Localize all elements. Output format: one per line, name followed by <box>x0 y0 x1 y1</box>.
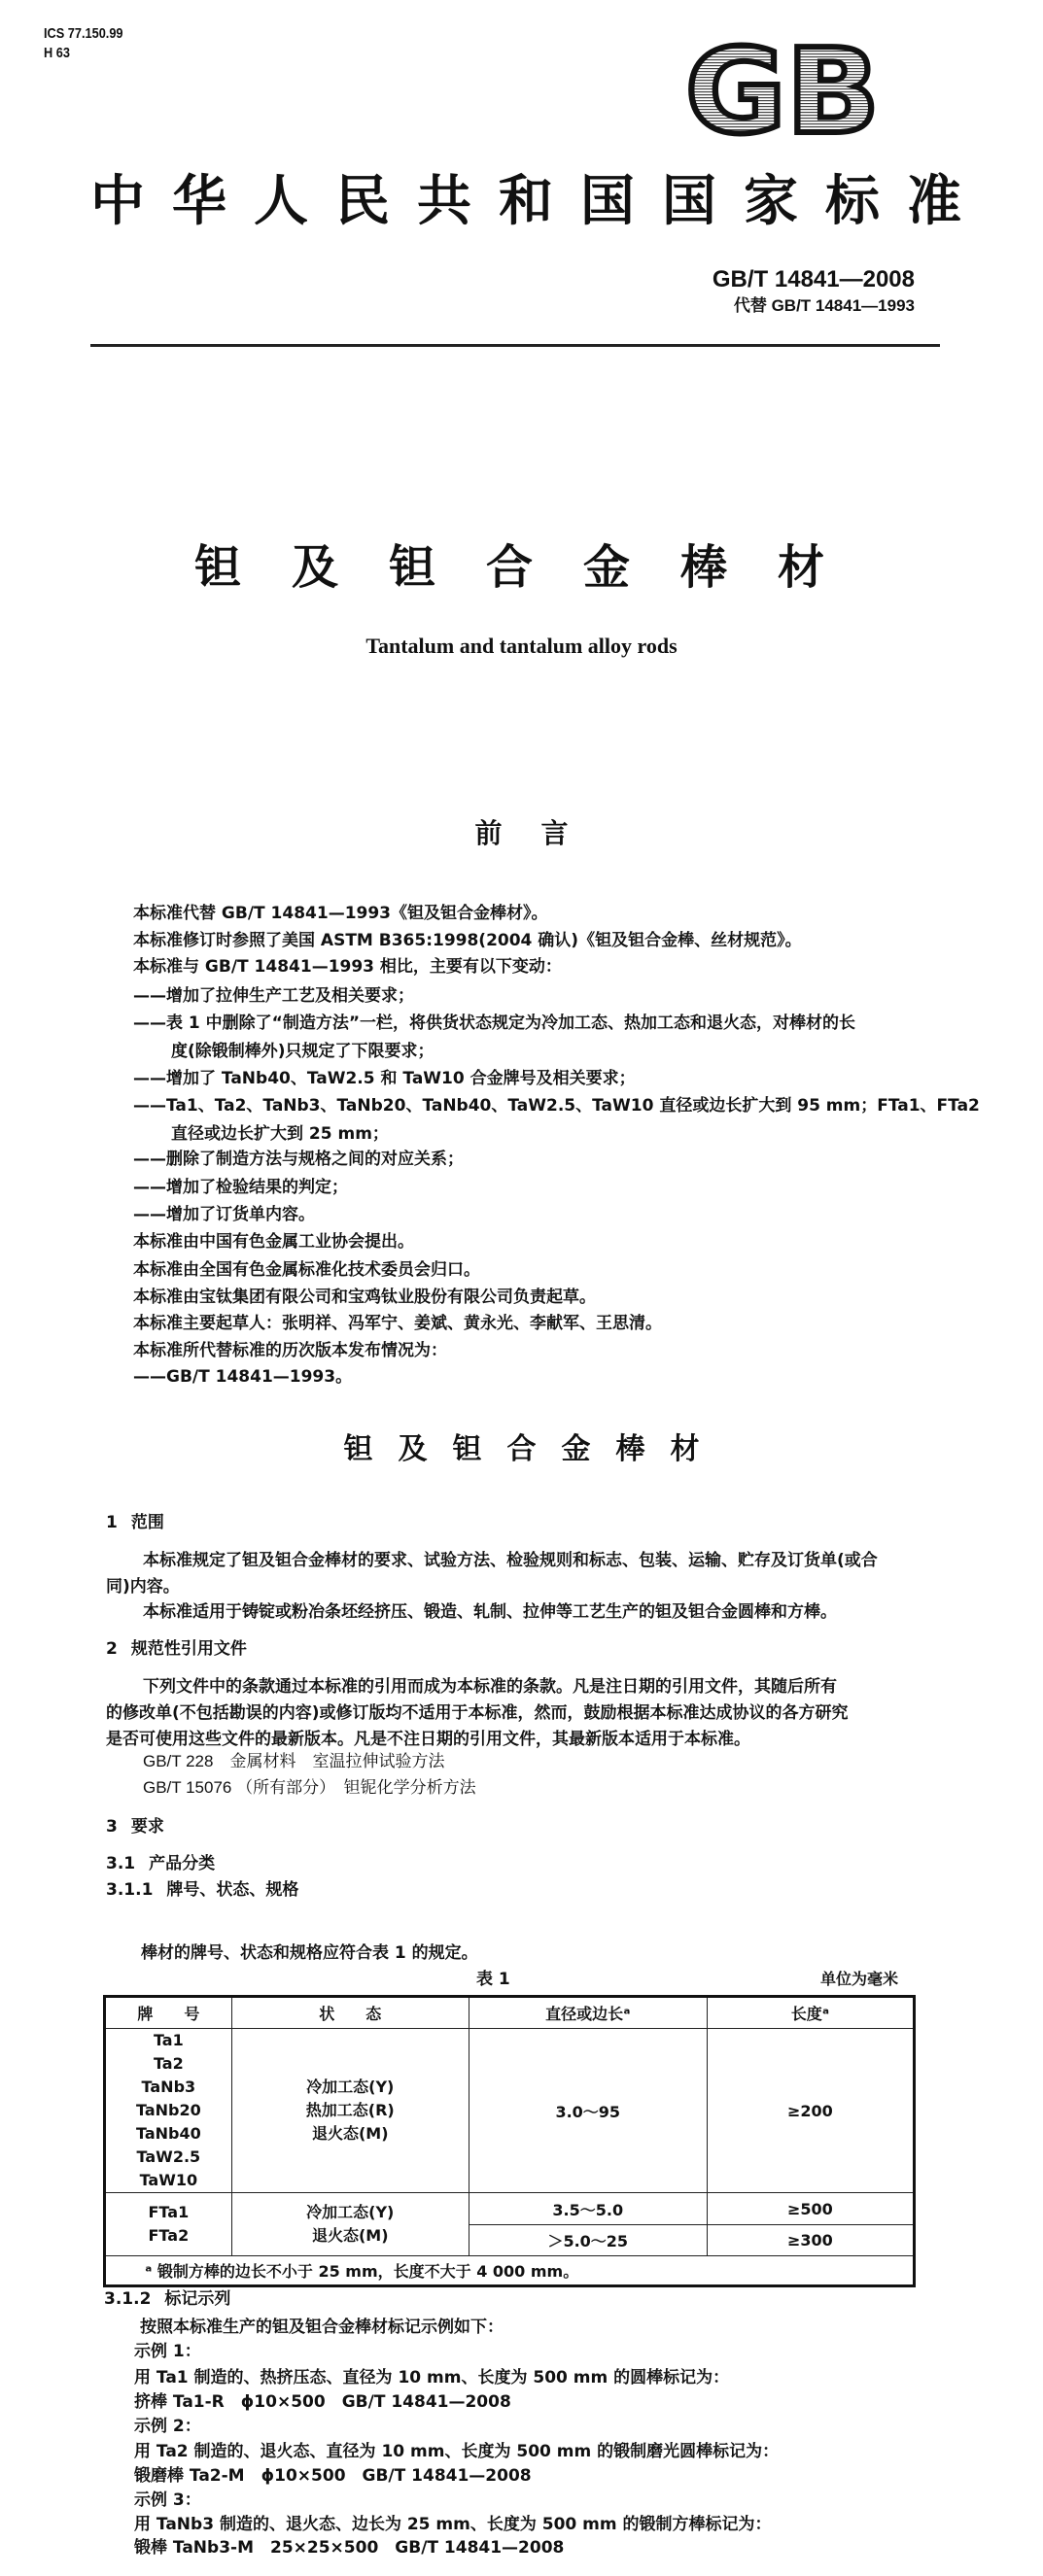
grade: Ta2 <box>153 2054 184 2073</box>
grade: TaNb20 <box>135 2101 201 2119</box>
preface-line: ——增加了订货单内容。 <box>133 1205 315 1224</box>
grade: FTa2 <box>148 2226 190 2245</box>
column-header-length: 长度ᵃ <box>707 1997 914 2029</box>
section-3-heading <box>106 1815 164 1838</box>
normative-reference <box>143 1776 476 1800</box>
preface-line: ——增加了 TaNb40、TaW2.5 和 TaW10 合金牌号及相关要求； <box>133 1069 636 1088</box>
section-number: 2 <box>106 1639 118 1659</box>
grade: FTa1 <box>148 2203 190 2221</box>
normative-reference <box>143 1750 444 1773</box>
paragraph-line: 本标准规定了钽及钽合金棒材的要求、试验方法、检验规则和标志、包装、运输、贮存及订货单(或合 <box>143 1551 878 1570</box>
size-cell: 3.5～5.0 <box>469 2193 707 2225</box>
preface-heading: 前言 <box>474 817 608 849</box>
cover-title-en: Tantalum and tantalum alloy rods <box>365 634 678 658</box>
svg-text:GB: GB <box>685 39 880 141</box>
marking-example: 挤棒 Ta1-R ϕ10×500 GB/T 14841—2008 <box>134 2392 511 2412</box>
table-row <box>105 2193 915 2225</box>
example-label: 示例 2： <box>134 2417 201 2436</box>
column-header-grade: 牌 号 <box>105 1997 232 2029</box>
length-cell: ≥200 <box>707 2029 914 2193</box>
table-row <box>105 2029 915 2193</box>
national-standard-title: 中华人民共和国国家标准 <box>90 169 989 233</box>
section-number: 3.1.1 <box>106 1880 154 1900</box>
paragraph-line: 是否可使用这些文件的最新版本。凡是不注日期的引用文件，其最新版本适用于本标准。 <box>106 1730 750 1749</box>
state: 退火态(M) <box>311 2226 389 2245</box>
state-cell <box>231 2193 469 2256</box>
section-number: 1 <box>106 1513 118 1532</box>
section-number: 3.1.2 <box>104 2289 152 2309</box>
preface-line: ——增加了检验结果的判定； <box>133 1178 348 1197</box>
state: 冷加工态(Y) <box>306 2203 395 2221</box>
cover-title-cn: 钽及钽合金棒材 <box>194 540 876 595</box>
paragraph-line: 本标准适用于铸锭或粉冶条坯经挤压、锻造、轧制、拉伸等工艺生产的钽及钽合金圆棒和方棒。 <box>143 1602 837 1622</box>
grade: TaNb40 <box>135 2124 201 2143</box>
size-cell: ＞5.0～25 <box>469 2225 707 2256</box>
preface-line: 本标准代替 GB/T 14841—1993《钽及钽合金棒材》。 <box>133 904 548 923</box>
preface-line: ——GB/T 14841—1993。 <box>133 1367 353 1387</box>
body-title: 钽及钽合金棒材 <box>343 1432 725 1466</box>
section-title: 标记示列 <box>164 2289 231 2309</box>
standard-number: GB/T 14841—2008 <box>712 266 915 292</box>
grade: Ta1 <box>153 2031 184 2049</box>
section-title: 要求 <box>130 1817 164 1837</box>
reference-code: GB/T 15076 （所有部分） <box>143 1778 328 1797</box>
state-cell <box>231 2029 469 2193</box>
paragraph-line: 下列文件中的条款通过本标准的引用而成为本标准的条款。凡是注日期的引用文件，其随后所有 <box>143 1677 837 1697</box>
table-unit: 单位为毫米 <box>819 1970 898 1988</box>
marking-example: 锻磨棒 Ta2-M ϕ10×500 GB/T 14841—2008 <box>134 2466 532 2486</box>
preface-line: ——删除了制造方法与规格之间的对应关系； <box>133 1150 464 1169</box>
table-footnote-row <box>105 2256 915 2286</box>
table-header-row <box>105 1997 915 2029</box>
section-title: 牌号、状态、规格 <box>166 1880 299 1900</box>
paragraph-line: 棒材的牌号、状态和规格应符合表 1 的规定。 <box>141 1943 478 1963</box>
column-header-state: 状 态 <box>231 1997 469 2029</box>
state: 冷加工态(Y) <box>306 2078 395 2096</box>
state: 热加工态(R) <box>305 2101 395 2119</box>
replaces-standard: 代替 GB/T 14841—1993 <box>733 296 915 315</box>
section-number: 3.1 <box>106 1854 136 1873</box>
section-title: 范围 <box>130 1513 164 1532</box>
example-label: 示例 1： <box>134 2342 201 2361</box>
section-title: 规范性引用文件 <box>130 1639 247 1659</box>
preface-line: 本标准由中国有色金属工业协会提出。 <box>133 1232 414 1252</box>
preface-line: 本标准所代替标准的历次版本发布情况为： <box>133 1341 447 1360</box>
length-cell: ≥500 <box>707 2193 914 2225</box>
preface-line: 本标准修订时参照了美国 ASTM B365:1998(2004 确认)《钽及钽合金棒、丝材规范》。 <box>133 931 802 950</box>
section-2-heading <box>106 1637 247 1661</box>
grade: TaW2.5 <box>136 2147 201 2166</box>
section-1-heading <box>106 1511 164 1534</box>
section-3-1-1-heading <box>106 1878 298 1902</box>
column-header-size: 直径或边长ᵃ <box>469 1997 707 2029</box>
paragraph-line: 同)内容。 <box>106 1577 180 1597</box>
preface-line: 本标准与 GB/T 14841—1993 相比，主要有以下变动： <box>133 957 562 977</box>
reference-code: GB/T 228 <box>143 1752 214 1770</box>
section-title: 产品分类 <box>149 1854 216 1873</box>
ccs-code: H 63 <box>44 45 70 61</box>
preface-line: ——表 1 中删除了“制造方法”一栏，将供货状态规定为冷加工态、热加工态和退火态，对棒材的长 <box>133 1013 856 1033</box>
example-label: 示例 3： <box>134 2490 201 2510</box>
marking-example: 锻棒 TaNb3-M 25×25×500 GB/T 14841—2008 <box>134 2538 565 2558</box>
preface-line: ——增加了拉伸生产工艺及相关要求； <box>133 986 414 1006</box>
table-caption: 表 1 <box>476 1970 510 1989</box>
paragraph-line: 用 Ta1 制造的、热挤压态、直径为 10 mm、长度为 500 mm 的圆棒标记为： <box>134 2368 730 2387</box>
table-footnote: ᵃ 锻制方棒的边长不小于 25 mm，长度不大于 4 000 mm。 <box>105 2256 915 2286</box>
paragraph-line: 的修改单(不包括勘误的内容)或修订版均不适用于本标准，然而，鼓励根据本标准达成协议的各方研究 <box>106 1703 849 1723</box>
state: 退火态(M) <box>311 2124 389 2143</box>
gb-logo <box>680 39 885 141</box>
section-number: 3 <box>106 1817 118 1837</box>
preface-line: 直径或边长扩大到 25 mm； <box>171 1124 389 1144</box>
paragraph-line: 用 TaNb3 制造的、退火态、边长为 25 mm、长度为 500 mm 的锻制方棒标记为： <box>134 2515 772 2534</box>
preface-line: 本标准由全国有色金属标准化技术委员会归口。 <box>133 1260 480 1280</box>
reference-title: 金属材料 室温拉伸试验方法 <box>229 1752 445 1771</box>
section-3-1-2-heading <box>104 2287 230 2311</box>
grade-cell <box>105 2193 232 2256</box>
preface-line: 本标准主要起草人：张明祥、冯军宁、姜斌、黄永光、李献军、王思清。 <box>133 1314 662 1333</box>
size-cell: 3.0～95 <box>469 2029 707 2193</box>
preface-line: 本标准由宝钛集团有限公司和宝鸡钛业股份有限公司负责起草。 <box>133 1288 596 1307</box>
preface-line: ——Ta1、Ta2、TaNb3、TaNb20、TaNb40、TaW2.5、TaW10 直径或边长扩大到 95 mm；FTa1、FTa2 <box>133 1096 980 1116</box>
header-rule <box>90 344 940 347</box>
ics-code: ICS 77.150.99 <box>44 25 123 42</box>
length-cell: ≥300 <box>707 2225 914 2256</box>
reference-title: 钽铌化学分析方法 <box>343 1778 476 1798</box>
table-1 <box>103 1995 916 2287</box>
section-3-1-heading <box>106 1852 215 1875</box>
paragraph-line: 按照本标准生产的钽及钽合金棒材标记示例如下： <box>140 2318 504 2337</box>
grade-cell <box>105 2029 232 2193</box>
grade: TaNb3 <box>141 2078 196 2096</box>
grade: TaW10 <box>139 2171 198 2189</box>
preface-line: 度(除锻制棒外)只规定了下限要求； <box>171 1042 435 1061</box>
paragraph-line: 用 Ta2 制造的、退火态、直径为 10 mm、长度为 500 mm 的锻制磨光圆棒标记为： <box>134 2442 780 2461</box>
